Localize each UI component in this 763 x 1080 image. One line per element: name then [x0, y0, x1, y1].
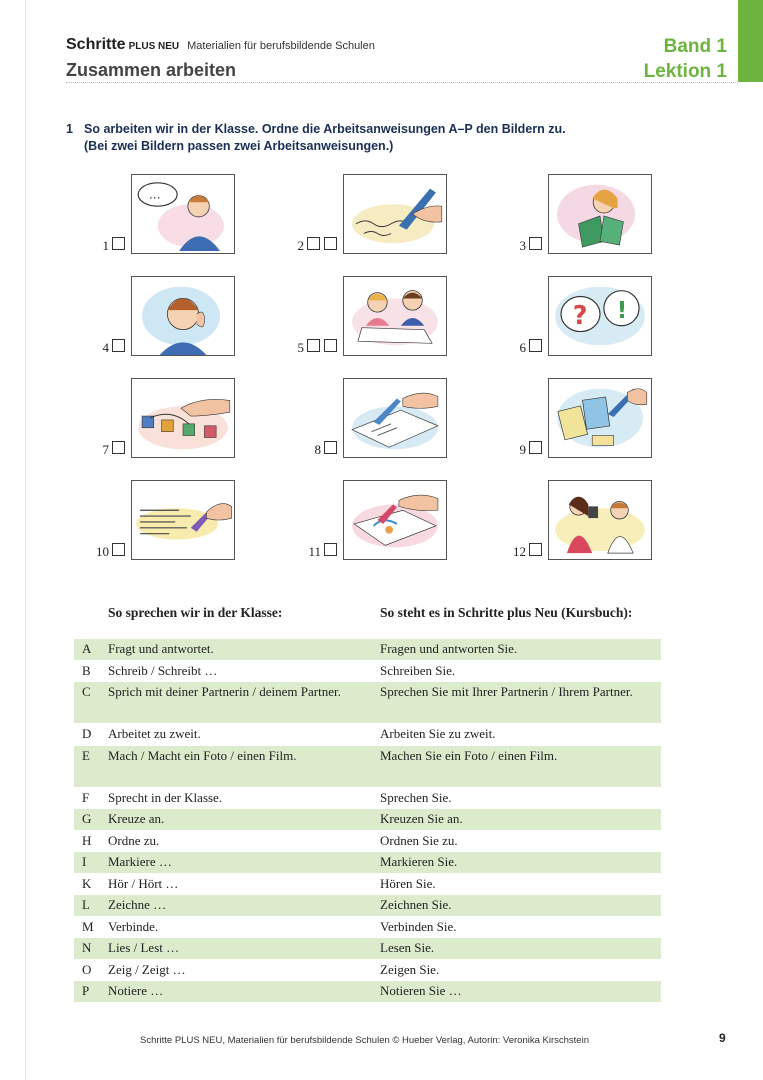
- answer-checkbox[interactable]: [112, 441, 125, 454]
- row-letter: L: [82, 897, 90, 912]
- picture-10: [131, 480, 235, 560]
- row-letter: P: [82, 983, 90, 998]
- picture-number: 9: [519, 442, 526, 457]
- row-classroom-text: Lies / Lest …: [108, 940, 180, 955]
- table-row: [74, 724, 661, 745]
- page-number: 9: [719, 1031, 726, 1045]
- row-kursbuch-text: Arbeiten Sie zu zweit.: [380, 726, 496, 741]
- row-classroom-text: Kreuze an.: [108, 811, 165, 826]
- table-row: [74, 682, 661, 723]
- answer-checkbox[interactable]: [324, 339, 337, 352]
- picture-number: 6: [519, 340, 526, 355]
- header-divider: [66, 82, 738, 83]
- picture-3: [548, 174, 652, 254]
- picture-5: [343, 276, 447, 356]
- table-row: [74, 639, 661, 660]
- answer-checkbox[interactable]: [324, 237, 337, 250]
- instruction-table: [74, 639, 661, 1002]
- row-letter: G: [82, 811, 92, 826]
- table-row: [74, 874, 661, 895]
- table-row: [74, 852, 661, 873]
- table-row: [74, 917, 661, 938]
- answer-checkbox[interactable]: [529, 441, 542, 454]
- row-classroom-text: Fragt und antwortet.: [108, 641, 214, 656]
- picture-12: [548, 480, 652, 560]
- answer-checkbox[interactable]: [112, 339, 125, 352]
- row-classroom-text: Hör / Hört …: [108, 875, 179, 891]
- brand-title: Schritte: [66, 36, 126, 53]
- row-kursbuch-text: Schreiben Sie.: [380, 662, 456, 678]
- table-row: [74, 661, 661, 682]
- question-exclamation-bubbles-icon: [549, 277, 651, 355]
- svg-text:…: …: [148, 187, 161, 202]
- row-kursbuch-text: Notieren Sie …: [380, 983, 462, 998]
- row-classroom-text: Sprich mit deiner Partnerin / deinem Partner.: [108, 684, 341, 699]
- row-kursbuch-text: Zeichnen Sie.: [380, 897, 452, 912]
- brand-suffix: PLUS NEU: [128, 41, 180, 52]
- answer-checkbox[interactable]: [112, 237, 125, 250]
- answer-checkbox[interactable]: [112, 543, 125, 556]
- highlight-text-icon: [132, 481, 234, 559]
- row-letter: D: [82, 726, 92, 741]
- picture-number: 8: [314, 442, 321, 457]
- column-head-classroom: So sprechen wir in der Klasse:: [108, 605, 283, 620]
- task-line-2: (Bei zwei Bildern passen zwei Arbeitsanweisungen.): [84, 139, 394, 153]
- picture-9: [548, 378, 652, 458]
- column-head-kursbuch: So steht es in Schritte plus Neu (Kursbuch):: [380, 605, 633, 620]
- task-instruction: [66, 121, 566, 155]
- table-row: [74, 938, 661, 959]
- answer-checkbox[interactable]: [324, 543, 337, 556]
- row-kursbuch-text: Lesen Sie.: [380, 940, 435, 955]
- svg-text:!: !: [616, 295, 628, 324]
- row-kursbuch-text: Zeigen Sie.: [380, 961, 440, 977]
- row-classroom-text: Markiere …: [108, 854, 172, 869]
- connect-pictures-icon: [132, 379, 234, 457]
- row-kursbuch-text: Sprechen Sie mit Ihrer Partnerin / Ihrem Partner.: [380, 684, 633, 699]
- table-row: [74, 981, 661, 1002]
- row-classroom-text: Schreib / Schreibt …: [108, 662, 218, 678]
- svg-text:?: ?: [572, 299, 588, 330]
- drawing-hand-icon: [344, 481, 446, 559]
- task-line-1: So arbeiten wir in der Klasse. Ordne die Arbeitsanweisungen A–P den Bildern zu.: [84, 122, 566, 136]
- row-kursbuch-text: Machen Sie ein Foto / einen Film.: [380, 747, 558, 763]
- row-letter: H: [82, 832, 92, 848]
- row-kursbuch-text: Markieren Sie.: [380, 854, 458, 869]
- answer-checkbox[interactable]: [529, 237, 542, 250]
- two-people-table-icon: [344, 277, 446, 355]
- table-row: [74, 746, 661, 787]
- table-row: [74, 809, 661, 830]
- picture-number: 5: [297, 340, 304, 355]
- row-letter: K: [82, 875, 92, 891]
- row-letter: M: [82, 918, 94, 934]
- page-subtitle: Zusammen arbeiten: [66, 60, 237, 80]
- picture-11: [343, 480, 447, 560]
- answer-checkbox[interactable]: [324, 441, 337, 454]
- table-row: [74, 831, 661, 852]
- row-classroom-text: Zeichne …: [108, 897, 167, 912]
- table-row: [74, 895, 661, 916]
- picture-number: 10: [96, 544, 109, 559]
- picture-1: [131, 174, 235, 254]
- picture-number: 2: [297, 238, 304, 253]
- row-kursbuch-text: Verbinden Sie.: [380, 918, 457, 934]
- picture-number: 4: [102, 340, 109, 355]
- answer-checkbox[interactable]: [307, 339, 320, 352]
- table-row: [74, 960, 661, 981]
- row-letter: C: [82, 684, 91, 699]
- row-classroom-text: Sprecht in der Klasse.: [108, 789, 223, 805]
- footer-copyright: Schritte PLUS NEU, Materialien für berufsbildende Schulen © Hueber Verlag, Autorin: Veronika Kirschstein: [140, 1035, 589, 1046]
- listening-boy-icon: [132, 277, 234, 355]
- marking-pen-icon: [344, 379, 446, 457]
- task-number: 1: [66, 122, 73, 136]
- brand-line: [66, 36, 375, 54]
- page-margin-line: [25, 0, 26, 1080]
- writing-hand-icon: [344, 175, 446, 253]
- picture-number: 7: [102, 442, 109, 457]
- photo-cards-icon: [549, 379, 651, 457]
- picture-number: 12: [513, 544, 526, 559]
- row-classroom-text: Notiere …: [108, 983, 164, 998]
- picture-7: [131, 378, 235, 458]
- taking-photo-icon: [549, 481, 651, 559]
- answer-checkbox[interactable]: [307, 237, 320, 250]
- table-row: [74, 788, 661, 809]
- chapter-tab: [738, 0, 763, 82]
- row-kursbuch-text: Sprechen Sie.: [380, 789, 452, 805]
- row-classroom-text: Mach / Macht ein Foto / einen Film.: [108, 747, 297, 763]
- brand-description: Materialien für berufsbildende Schulen: [187, 40, 375, 52]
- picture-2: [343, 174, 447, 254]
- picture-number: 3: [519, 238, 526, 253]
- row-classroom-text: Zeig / Zeigt …: [108, 961, 186, 977]
- row-classroom-text: Arbeitet zu zweit.: [108, 726, 201, 741]
- row-letter: A: [82, 641, 92, 656]
- row-letter: F: [82, 789, 90, 805]
- row-classroom-text: Verbinde.: [108, 918, 159, 934]
- reading-girl-icon: [549, 175, 651, 253]
- row-classroom-text: Ordne zu.: [108, 832, 160, 848]
- row-kursbuch-text: Hören Sie.: [380, 875, 436, 891]
- row-letter: O: [82, 961, 92, 977]
- picture-6: [548, 276, 652, 356]
- picture-8: [343, 378, 447, 458]
- picture-number: 1: [102, 238, 109, 253]
- speech-bubble-person-icon: [132, 175, 234, 253]
- row-letter: B: [82, 662, 91, 678]
- row-letter: E: [82, 747, 90, 763]
- lektion-label: Lektion 1: [643, 61, 727, 82]
- row-kursbuch-text: Kreuzen Sie an.: [380, 811, 463, 826]
- row-kursbuch-text: Ordnen Sie zu.: [380, 832, 458, 848]
- picture-number: 11: [308, 544, 321, 559]
- band-label: Band 1: [663, 36, 727, 57]
- row-kursbuch-text: Fragen und antworten Sie.: [380, 641, 518, 656]
- answer-checkbox[interactable]: [529, 339, 542, 352]
- picture-4: [131, 276, 235, 356]
- row-letter: N: [82, 940, 92, 955]
- band-lektion: [644, 34, 727, 84]
- row-letter: I: [82, 854, 87, 869]
- answer-checkbox[interactable]: [529, 543, 542, 556]
